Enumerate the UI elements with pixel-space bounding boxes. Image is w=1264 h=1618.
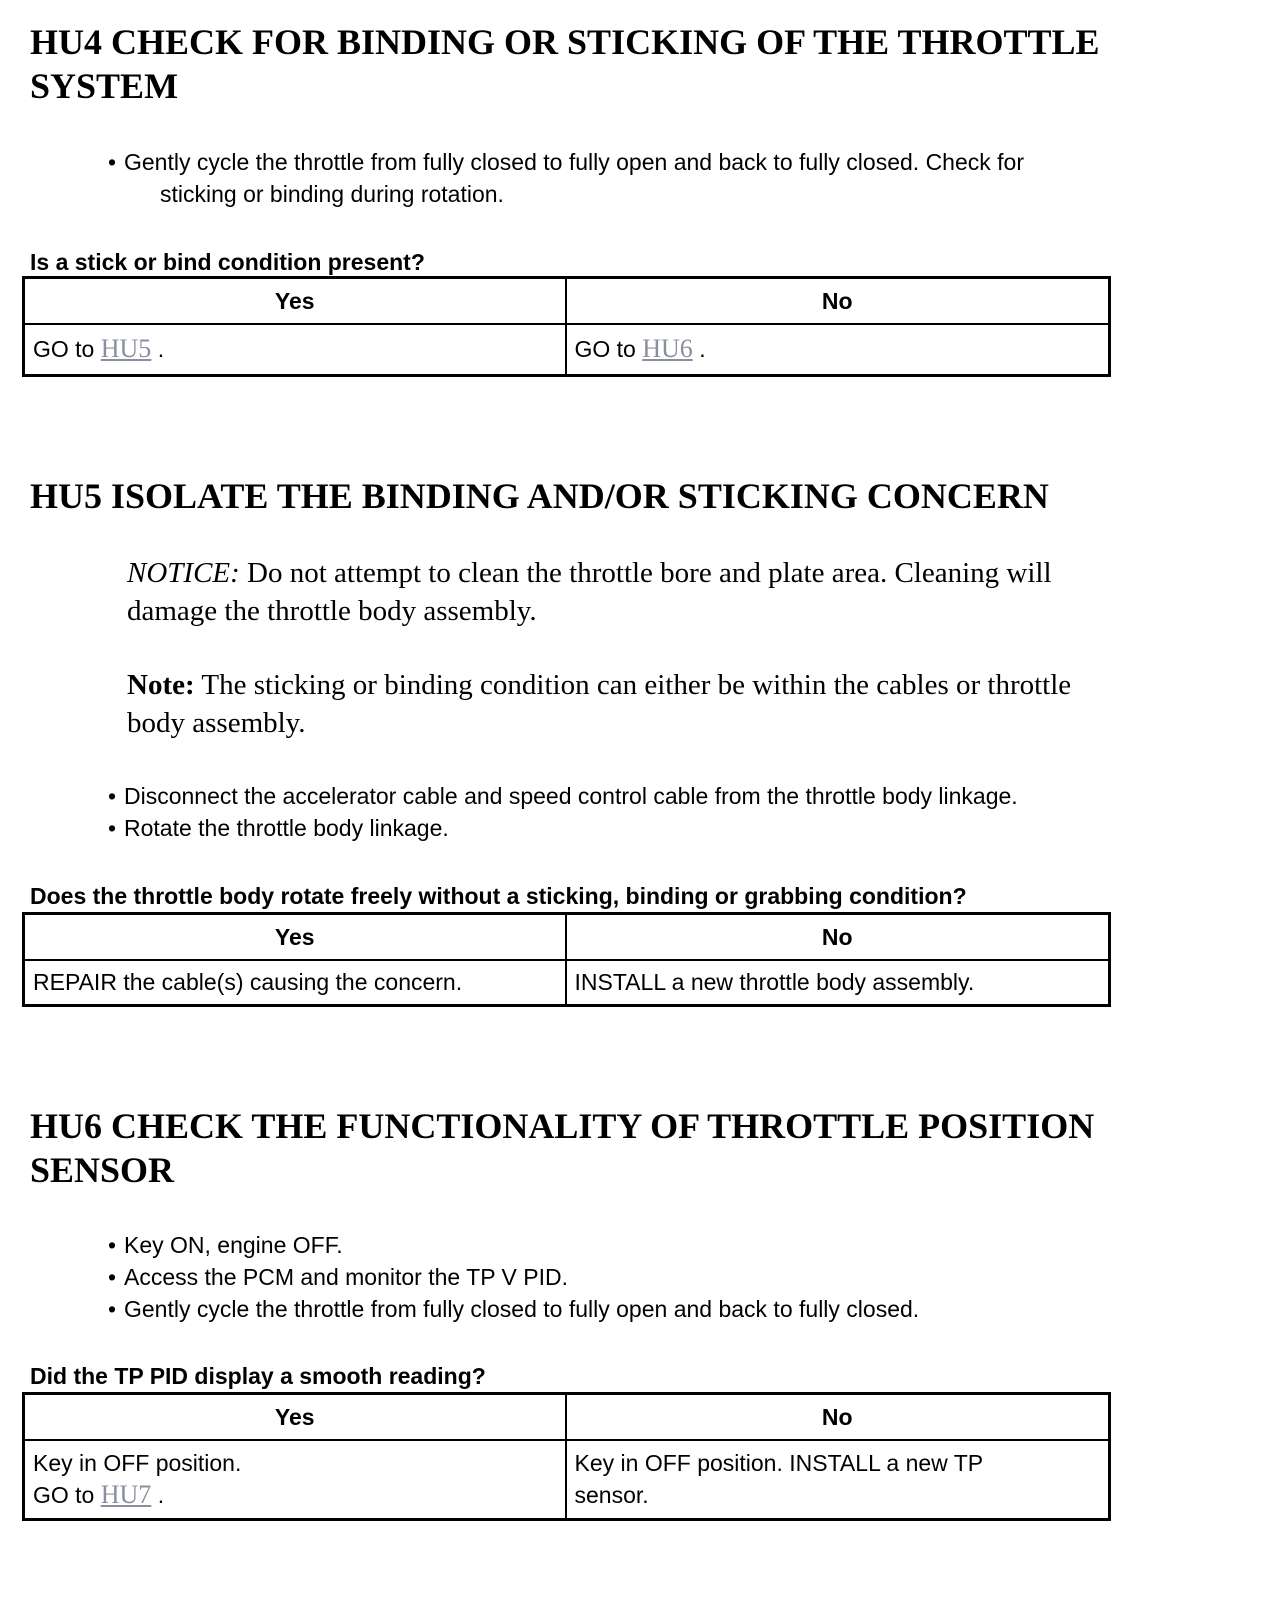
bullet-icon: • [108, 149, 117, 175]
notice-text-line1: Do not attempt to clean the throttle bore and plate area. Cleaning will [239, 557, 1052, 589]
hu6-bullet [108, 1293, 1258, 1325]
hu4-heading [30, 20, 1250, 108]
hu4-no-prefix: GO to [574, 336, 636, 363]
hu6-bullet [108, 1261, 1258, 1293]
hu6-yes-header: Yes [24, 1394, 566, 1440]
hu6-table-header-row [24, 1394, 1110, 1440]
note-text-line1: The sticking or binding condition can either be within the cables or throttle [194, 669, 1072, 701]
hu5-table-header-row [24, 914, 1110, 960]
hu4-table [22, 276, 1111, 377]
bullet-icon: • [108, 1264, 117, 1290]
hu6-no-line1: Key in OFF position. INSTALL a new TP [574, 1450, 984, 1477]
hu5-no-cell: INSTALL a new throttle body assembly. [566, 960, 1110, 1006]
hu6-no-line2: sensor. [574, 1482, 649, 1509]
bullet-icon: • [108, 1296, 117, 1322]
hu5-section [30, 474, 1250, 518]
hu6-bullet-text: Access the PCM and monitor the TP V PID. [124, 1264, 569, 1290]
hu6-bullet-text: Key ON, engine OFF. [124, 1232, 343, 1258]
hu6-yes-line2 [33, 1479, 557, 1511]
hu6-yes-line1: Key in OFF position. [33, 1450, 242, 1477]
hu5-bullet [108, 780, 1258, 812]
hu5-table-row [24, 960, 1110, 1006]
hu4-yes-suffix: . [157, 336, 165, 363]
hu4-bullet [108, 146, 1258, 210]
hu6-table-row [24, 1440, 1110, 1520]
hu4-table-row [24, 324, 1110, 376]
hu4-no-suffix: . [699, 336, 706, 363]
hu4-section [30, 20, 1250, 108]
hu5-table [22, 912, 1111, 1007]
hu5-notice [127, 554, 1237, 630]
link-hu6[interactable]: HU6 [642, 334, 693, 364]
hu4-yes-cell [24, 324, 566, 376]
hu6-heading [30, 1104, 1250, 1192]
hu4-question: Is a stick or bind condition present? [30, 249, 425, 275]
hu4-yes-prefix: GO to [33, 336, 95, 363]
link-hu7[interactable]: HU7 [100, 1480, 152, 1510]
hu6-bullets [108, 1229, 1258, 1325]
notice-label: NOTICE: [127, 557, 240, 589]
hu5-no-header: No [566, 914, 1110, 960]
hu4-table-header-row [24, 278, 1110, 324]
hu6-table [22, 1392, 1111, 1521]
hu5-bullet-text: Disconnect the accelerator cable and speed control cable from the throttle body linkage. [124, 783, 1018, 809]
bullet-icon: • [108, 1232, 117, 1258]
hu5-question: Does the throttle body rotate freely without a sticking, binding or grabbing condition? [30, 883, 967, 909]
hu5-bullet [108, 812, 1258, 844]
hu6-yes-prefix: GO to [33, 1482, 95, 1509]
hu5-yes-header: Yes [24, 914, 566, 960]
hu6-section [30, 1104, 1250, 1192]
hu6-no-cell [566, 1440, 1110, 1520]
hu6-question: Did the TP PID display a smooth reading? [30, 1363, 486, 1389]
hu6-heading-line1: HU6 CHECK THE FUNCTIONALITY OF THROTTLE POSITION [30, 1106, 1095, 1146]
note-label: Note: [127, 669, 195, 701]
hu4-yes-header: Yes [24, 278, 566, 324]
hu5-heading: HU5 ISOLATE THE BINDING AND/OR STICKING CONCERN [30, 476, 1049, 516]
hu6-bullet-text: Gently cycle the throttle from fully closed to fully open and back to fully closed. [124, 1296, 920, 1322]
bullet-icon: • [108, 783, 117, 809]
hu6-heading-line2: SENSOR [30, 1150, 175, 1190]
hu5-yes-cell: REPAIR the cable(s) causing the concern. [24, 960, 566, 1006]
notice-text-line2: damage the throttle body assembly. [127, 595, 537, 627]
hu6-no-header: No [566, 1394, 1110, 1440]
hu4-heading-line2: SYSTEM [30, 66, 179, 106]
hu6-yes-suffix: . [157, 1482, 165, 1509]
hu5-bullet-text: Rotate the throttle body linkage. [124, 815, 449, 841]
bullet-icon: • [108, 815, 117, 841]
note-text-line2: body assembly. [127, 707, 306, 739]
hu4-no-header: No [566, 278, 1110, 324]
hu5-bullets [108, 780, 1258, 844]
hu6-yes-cell [24, 1440, 566, 1520]
hu4-heading-line1: HU4 CHECK FOR BINDING OR STICKING OF THE THROTTLE [30, 22, 1100, 62]
hu4-no-cell [566, 324, 1110, 376]
hu4-bullet-line2: sticking or binding during rotation. [160, 181, 504, 207]
hu6-bullet [108, 1229, 1258, 1261]
hu4-bullet-line1: Gently cycle the throttle from fully closed to fully open and back to fully closed. Check for [124, 149, 1024, 175]
link-hu5[interactable]: HU5 [100, 334, 152, 364]
hu5-note [127, 666, 1237, 742]
